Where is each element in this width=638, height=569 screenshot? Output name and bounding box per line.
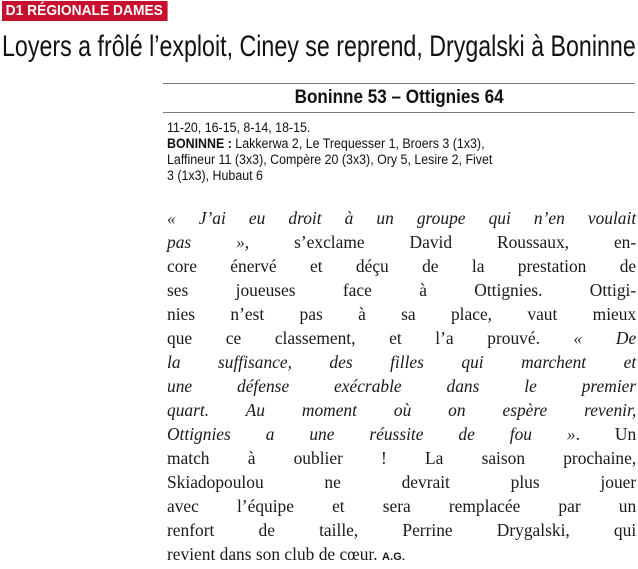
body-line: nies n’est pas à sa place, vaut mieux xyxy=(167,304,637,324)
body-line: une défense exécrable dans le premier xyxy=(167,376,637,396)
top-rule xyxy=(163,83,635,84)
body-line: renfort de taille, Perrine Drygalski, qui xyxy=(167,520,637,540)
lineup-line-2: Laffineur 11 (3x3), Compère 20 (3x3), Ory 5, Lesire 2, Fivet xyxy=(167,152,493,167)
lineup-line-3: 3 (1x3), Hubaut 6 xyxy=(167,168,263,183)
lineup-line-1: BONINNE : Lakkerwa 2, Le Trequesser 1, Broers 3 (1x3), xyxy=(167,136,485,151)
score-rule xyxy=(163,112,635,113)
body-line: Ottignies a une réussite de fou ». Un xyxy=(167,424,637,444)
body-line: ses joueuses face à Ottignies. Ottigi- xyxy=(167,280,637,300)
body-line: pas », s’exclame David Roussaux, en- xyxy=(167,232,637,252)
article-body xyxy=(167,206,638,566)
score-title: Boninne 53 – Ottignies 64 xyxy=(294,87,504,108)
body-line: la suffisance, des filles qui marchent et xyxy=(167,352,637,372)
body-line: avec l’équipe et sera remplacée par un xyxy=(167,496,637,516)
body-line: quart. Au moment où on espère revenir, xyxy=(167,400,637,420)
lineup-team: BONINNE : xyxy=(167,136,232,151)
body-line: que ce classement, et l’a prouvé. « De xyxy=(167,328,637,348)
body-line: match à oublier ! La saison prochaine, xyxy=(167,448,637,468)
body-line: revient dans son club de cœur. A.G. xyxy=(167,544,406,564)
body-line: « J’ai eu droit à un groupe qui n’en voulait xyxy=(167,208,637,228)
body-line: Skiadopoulou ne devrait plus jouer xyxy=(167,472,637,492)
headline: Loyers a frôlé l’exploit, Ciney se reprend, Drygalski à Boninne xyxy=(2,30,636,63)
body-line: core énervé et déçu de la prestation de xyxy=(167,256,637,276)
author-credit: A.G. xyxy=(381,551,406,563)
section-label: D1 RÉGIONALE DAMES xyxy=(2,1,167,21)
quarter-scores: 11-20, 16-15, 8-14, 18-15. xyxy=(167,120,311,135)
